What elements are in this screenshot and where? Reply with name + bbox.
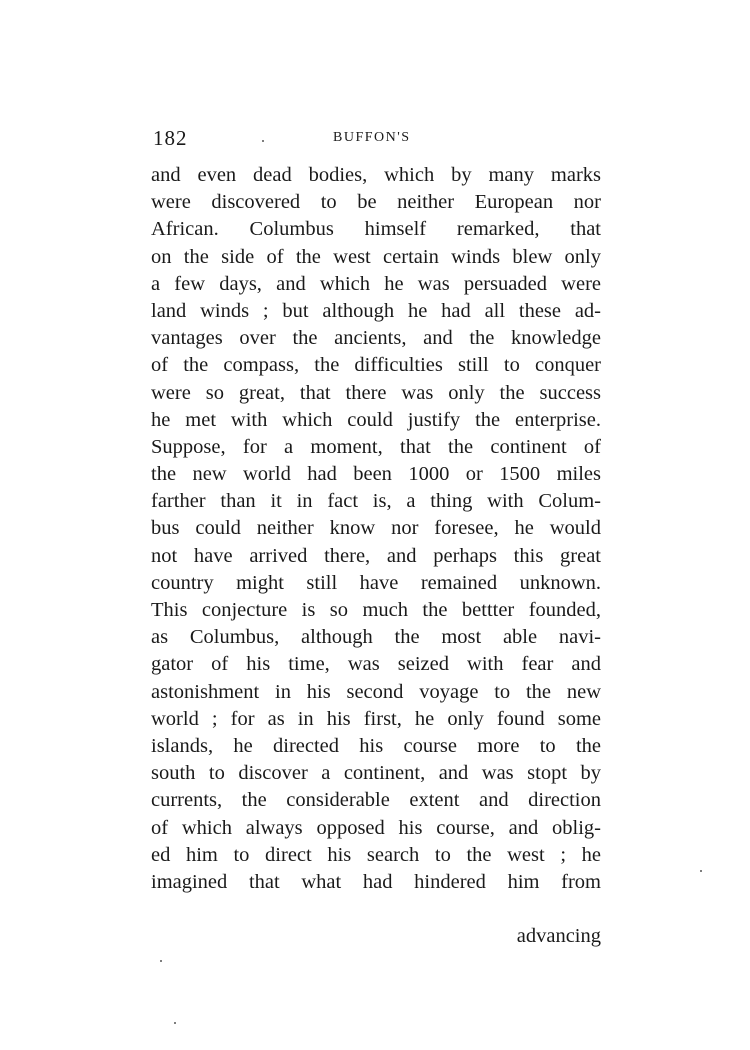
text-line: were so great, that there was only the success bbox=[151, 381, 601, 404]
text-line: country might still have remained unknown. bbox=[151, 571, 601, 594]
body-text bbox=[151, 162, 601, 896]
text-line: the new world had been 1000 or 1500 miles bbox=[151, 463, 601, 486]
text-line: ed him to direct his search to the west ; he bbox=[151, 843, 601, 866]
ink-speck bbox=[262, 140, 264, 142]
text-line: not have arrived there, and perhaps this great bbox=[151, 544, 601, 567]
page-header bbox=[153, 126, 603, 156]
text-line: world ; for as in his first, he only found some bbox=[151, 707, 601, 730]
text-line: were discovered to be neither European nor bbox=[151, 191, 601, 214]
text-line: Suppose, for a moment, that the continent of bbox=[151, 435, 601, 458]
text-line: vantages over the ancients, and the knowledge bbox=[151, 327, 601, 350]
text-line: of which always opposed his course, and oblig- bbox=[151, 816, 601, 839]
text-line: land winds ; but although he had all these ad- bbox=[151, 299, 601, 322]
text-line: farther than it in fact is, a thing with Colum- bbox=[151, 490, 601, 513]
text-line: astonishment in his second voyage to the new bbox=[151, 680, 601, 703]
text-line: currents, the considerable extent and direction bbox=[151, 789, 601, 812]
text-line: islands, he directed his course more to the bbox=[151, 734, 601, 757]
text-line: he met with which could justify the enterprise. bbox=[151, 408, 601, 431]
ink-speck bbox=[160, 960, 162, 962]
text-line: gator of his time, was seized with fear and bbox=[151, 653, 601, 676]
text-line: and even dead bodies, which by many marks bbox=[151, 164, 601, 186]
running-head: BUFFON'S bbox=[333, 130, 411, 145]
text-line: imagined that what had hindered him from bbox=[151, 870, 601, 893]
text-line: African. Columbus himself remarked, that bbox=[151, 218, 601, 241]
ink-speck bbox=[700, 870, 702, 872]
text-line: on the side of the west certain winds blew only bbox=[151, 245, 601, 268]
text-line: as Columbus, although the most able navi- bbox=[151, 626, 601, 649]
page-number: 182 bbox=[153, 126, 188, 150]
ink-speck bbox=[174, 1022, 176, 1024]
catchword: advancing bbox=[516, 925, 601, 947]
text-line: a few days, and which he was persuaded were bbox=[151, 272, 601, 295]
text-line: This conjecture is so much the bettter founded, bbox=[151, 599, 601, 621]
text-line: of the compass, the difficulties still to conquer bbox=[151, 354, 601, 377]
text-line: south to discover a continent, and was stopt by bbox=[151, 762, 601, 785]
text-line: bus could neither know nor foresee, he would bbox=[151, 517, 601, 540]
